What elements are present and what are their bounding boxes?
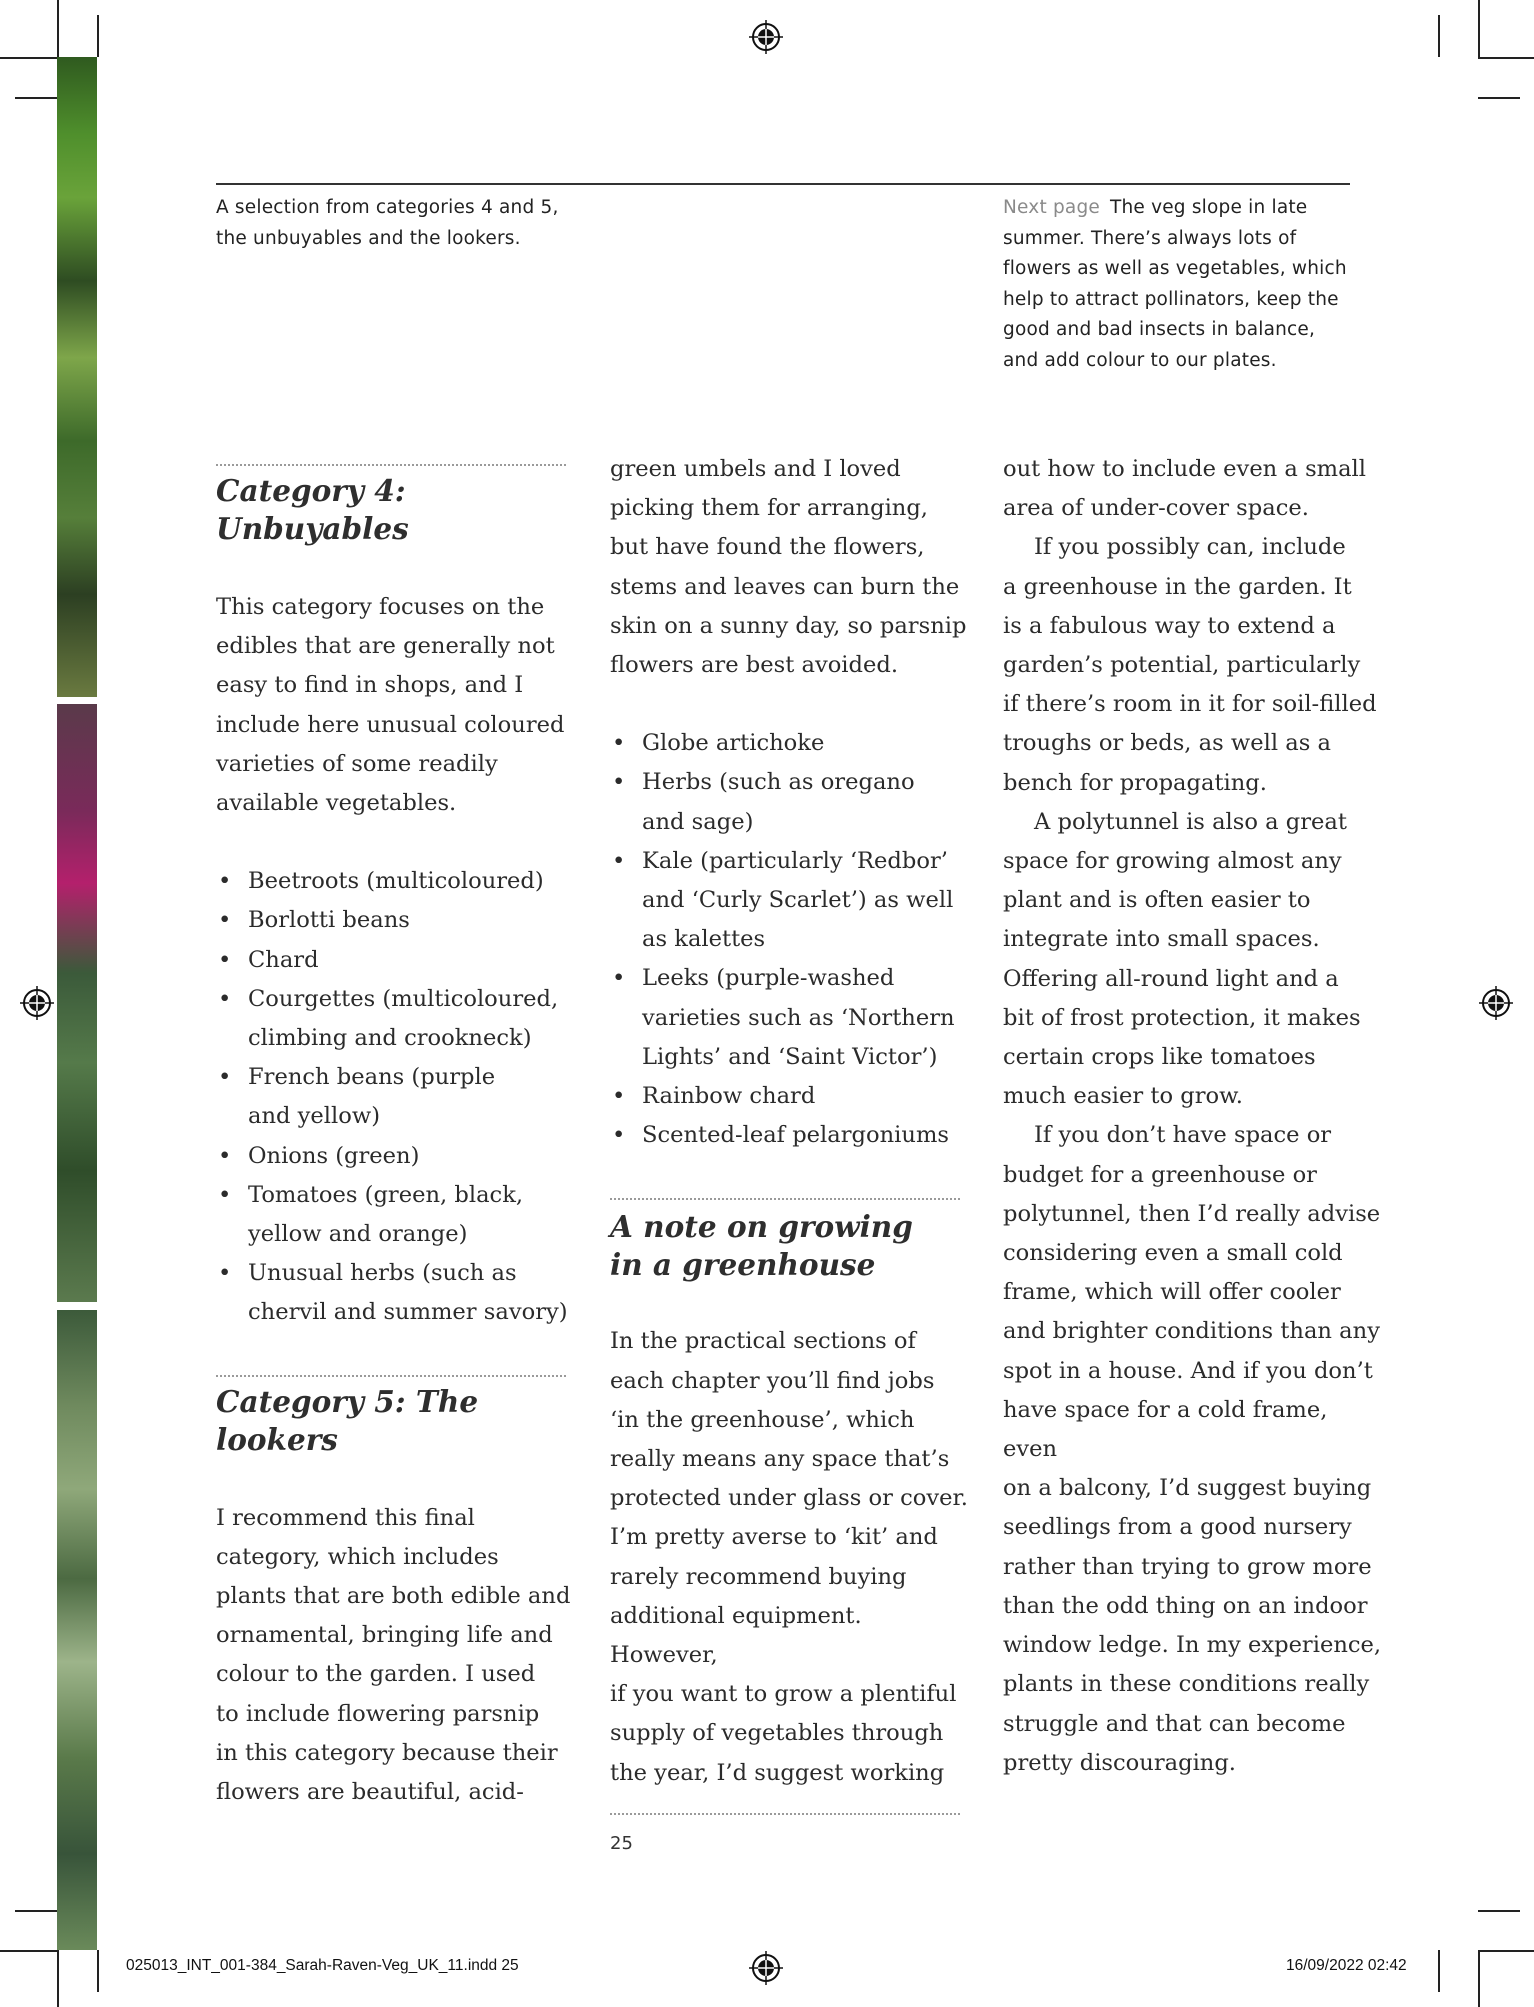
- list-item: • Tomatoes (green, black, yellow and orange): [216, 1176, 586, 1254]
- page-number: 25: [610, 1833, 633, 1854]
- list-item: • Leeks (purple-washed varieties such as ‘Northern Lights’ and ‘Saint Victor’): [610, 959, 970, 1077]
- list-item: • Borlotti beans: [216, 901, 586, 940]
- column-2: [610, 450, 970, 1815]
- slug-filename: 025013_INT_001-384_Sarah-Raven-Veg_UK_11.indd 25: [126, 1957, 519, 1974]
- text-line: budget for a greenhouse or: [1003, 1161, 1317, 1188]
- caption-line: the unbuyables and the lookers.: [216, 227, 521, 249]
- category-4-list: [216, 862, 586, 1332]
- category-5-heading: Category 5: The lookers: [216, 1383, 479, 1457]
- text-line: if there’s room in it for soil-filled: [1003, 691, 1377, 718]
- text-line: much easier to grow.: [1003, 1083, 1243, 1110]
- text-line: plant and is often easier to: [1003, 887, 1311, 914]
- text-line: include here unusual coloured: [216, 711, 565, 738]
- text-line: flowers are beautiful, acid-: [216, 1779, 524, 1806]
- text-line: supply of vegetables through: [610, 1720, 944, 1747]
- top-rule: [216, 183, 1350, 185]
- list-item: • Unusual herbs (such as chervil and summer savory): [216, 1254, 586, 1332]
- list-item: • French beans (purple and yellow): [216, 1058, 586, 1136]
- text-line: rather than trying to grow more: [1003, 1553, 1372, 1580]
- text-line: bench for propagating.: [1003, 769, 1267, 796]
- continued-text: [610, 450, 970, 685]
- list-item: • Herbs (such as oregano and sage): [610, 763, 970, 841]
- caption-right: [1003, 193, 1363, 376]
- text-line: I recommend this final: [216, 1504, 475, 1531]
- text-line: to include flowering parsnip: [216, 1700, 540, 1727]
- text-line: edibles that are generally not: [216, 633, 555, 660]
- text-line: window ledge. In my experience,: [1003, 1632, 1382, 1659]
- text-line: really means any space that’s: [610, 1446, 950, 1473]
- photo-strip-middle: [57, 704, 97, 1302]
- text-line: frame, which will offer cooler: [1003, 1279, 1341, 1306]
- text-line: green umbels and I loved: [610, 456, 901, 482]
- text-line: This category focuses on the: [216, 594, 545, 620]
- greenhouse-text: [610, 1322, 970, 1792]
- text-line: ornamental, bringing life and: [216, 1622, 553, 1649]
- text-line: if you want to grow a plentiful: [610, 1681, 957, 1708]
- text-line: but have found the flowers,: [610, 534, 925, 561]
- caption-line: flowers as well as vegetables, which: [1003, 258, 1347, 279]
- text-line: is a fabulous way to extend a: [1003, 612, 1336, 639]
- text-line: struggle and that can become: [1003, 1710, 1346, 1737]
- text-line: rarely recommend buying: [610, 1563, 907, 1590]
- text-line: additional equipment. However,: [610, 1602, 862, 1669]
- caption-line: and add colour to our plates.: [1003, 349, 1277, 371]
- text-line: seedlings from a good nursery: [1003, 1514, 1352, 1541]
- caption-line: good and bad insects in balance,: [1003, 319, 1316, 340]
- paragraph: [1003, 528, 1383, 802]
- registration-mark-right: [1479, 986, 1513, 1020]
- paragraph: [1003, 803, 1383, 1117]
- text-line: varieties of some readily: [216, 750, 498, 777]
- text-line: than the odd thing on an indoor: [1003, 1592, 1368, 1619]
- text-line: out how to include even a small: [1003, 456, 1367, 482]
- text-line: I’m pretty averse to ‘kit’ and: [610, 1524, 938, 1551]
- column-1: [216, 450, 586, 1812]
- list-item: • Rainbow chard: [610, 1077, 970, 1116]
- text-line: available vegetables.: [216, 790, 457, 817]
- list-item: • Chard: [216, 941, 586, 980]
- text-line: in this category because their: [216, 1739, 558, 1766]
- caption-left: [216, 193, 559, 254]
- list-item: • Globe artichoke: [610, 724, 970, 763]
- text-line: spot in a house. And if you don’t: [1003, 1357, 1373, 1384]
- category-5-text: [216, 1499, 586, 1813]
- text-line: If you possibly can, include: [1034, 534, 1346, 561]
- caption-line: A selection from categories 4 and 5,: [216, 197, 559, 218]
- greenhouse-heading: A note on growing in a greenhouse: [610, 1209, 913, 1283]
- text-line: area of under-cover space.: [1003, 495, 1309, 522]
- column-3: [1003, 450, 1383, 1783]
- text-line: ‘in the greenhouse’, which: [610, 1406, 915, 1433]
- footer-divider: [610, 1813, 960, 1815]
- text-line: skin on a sunny day, so parsnip: [610, 612, 967, 639]
- text-line: plants that are both edible and: [216, 1583, 571, 1610]
- text-line: colour to the garden. I used: [216, 1661, 536, 1688]
- text-line: have space for a cold frame, even: [1003, 1396, 1328, 1463]
- list-item: • Onions (green): [216, 1137, 586, 1176]
- caption-line: summer. There’s always lots of: [1003, 227, 1297, 249]
- list-item: • Courgettes (multicoloured, climbing and crookneck): [216, 980, 586, 1058]
- text-line: the year, I’d suggest working: [610, 1759, 945, 1786]
- category-4-heading: Category 4: Unbuyables: [216, 473, 409, 546]
- text-line: each chapter you’ll find jobs: [610, 1367, 935, 1394]
- text-line: flowers are best avoided.: [610, 652, 899, 679]
- caption-lead: Next page: [1003, 197, 1100, 218]
- section-divider: [610, 1198, 960, 1200]
- category-5-list: [610, 724, 970, 1155]
- text-line: bit of frost protection, it makes: [1003, 1004, 1361, 1031]
- text-line: easy to find in shops, and I: [216, 672, 524, 699]
- text-line: certain crops like tomatoes: [1003, 1044, 1316, 1071]
- text-line: garden’s potential, particularly: [1003, 652, 1361, 679]
- text-line: a greenhouse in the garden. It: [1003, 573, 1352, 600]
- registration-mark-left: [20, 986, 54, 1020]
- text-line: and brighter conditions than any: [1003, 1318, 1380, 1345]
- text-line: protected under glass or cover.: [610, 1485, 968, 1512]
- paragraph: [1003, 450, 1383, 528]
- section-divider: [216, 464, 566, 466]
- photo-strip-top: [57, 57, 97, 697]
- caption-line: help to attract pollinators, keep the: [1003, 288, 1339, 310]
- text-line: Offering all-round light and a: [1003, 965, 1339, 992]
- text-line: In the practical sections of: [610, 1328, 916, 1355]
- photo-strip-bottom: [57, 1310, 97, 1950]
- text-line: stems and leaves can burn the: [610, 573, 960, 600]
- registration-mark-bottom: [749, 1951, 783, 1985]
- text-line: If you don’t have space or: [1034, 1122, 1332, 1149]
- text-line: polytunnel, then I’d really advise: [1003, 1200, 1381, 1227]
- paragraph: [1003, 1116, 1383, 1782]
- slug-date: 16/09/2022 02:42: [1286, 1957, 1407, 1974]
- text-line: troughs or beds, as well as a: [1003, 730, 1331, 757]
- text-line: A polytunnel is also a great: [1034, 808, 1347, 835]
- text-line: pretty discouraging.: [1003, 1749, 1236, 1776]
- text-line: considering even a small cold: [1003, 1240, 1343, 1267]
- caption-line: The veg slope in late: [1109, 197, 1308, 218]
- text-line: on a balcony, I’d suggest buying: [1003, 1475, 1372, 1502]
- text-line: category, which includes: [216, 1543, 499, 1570]
- text-line: space for growing almost any: [1003, 848, 1342, 875]
- text-line: integrate into small spaces.: [1003, 926, 1320, 953]
- text-line: plants in these conditions really: [1003, 1671, 1370, 1698]
- text-line: picking them for arranging,: [610, 495, 928, 522]
- section-divider: [216, 1375, 566, 1377]
- category-4-intro: [216, 588, 586, 823]
- list-item: • Scented-leaf pelargoniums: [610, 1116, 970, 1155]
- list-item: • Beetroots (multicoloured): [216, 862, 586, 901]
- registration-mark-top: [749, 20, 783, 54]
- list-item: • Kale (particularly ‘Redbor’ and ‘Curly Scarlet’) as well as kalettes: [610, 842, 970, 960]
